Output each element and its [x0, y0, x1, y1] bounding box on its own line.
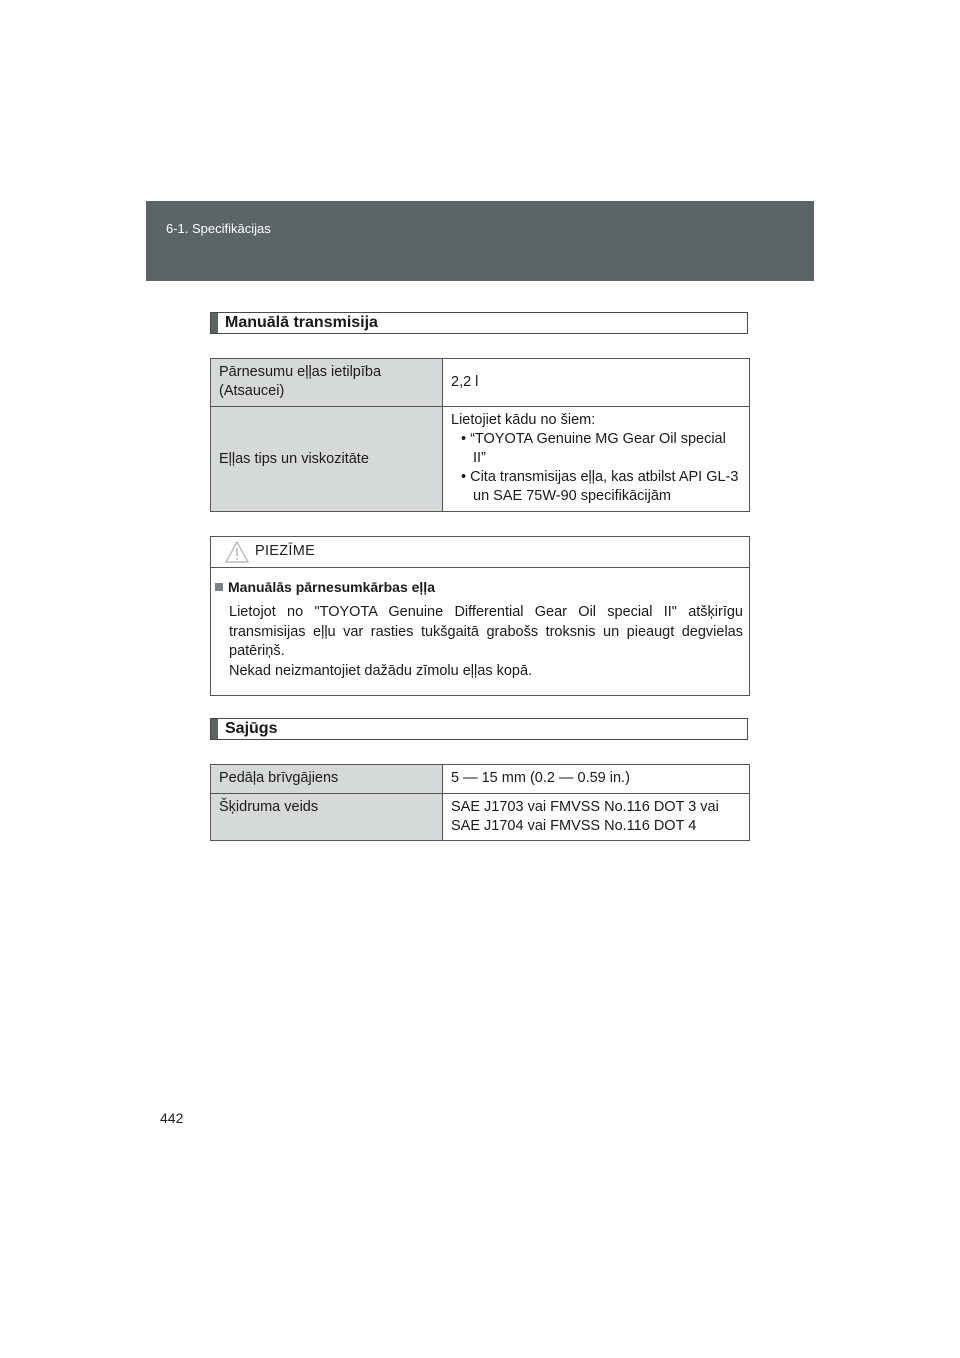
page-number: 442: [160, 1110, 184, 1126]
oil-option-2: • Cita transmisijas eļļa, kas atbilst API GL-3 un SAE 75W-90 specifikācijām: [461, 469, 739, 504]
oil-intro: Lietojiet kādu no šiem:: [451, 412, 596, 428]
note-subheading: [215, 579, 435, 595]
table-cell-value: [443, 359, 750, 407]
note-paragraph-1: Lietojot no "TOYOTA Genuine Differential Gear Oil special II" atšķirīgu transmisijas eļļu var rasties tukšgaitā grabošs troksnis un pieaugt degvielas patēriņš.: [229, 604, 743, 659]
note-body: [229, 603, 743, 681]
table-cell-value: [443, 794, 750, 841]
table-row: [211, 794, 750, 841]
chapter-header-band: [146, 201, 814, 281]
section-title-clutch: [210, 718, 748, 740]
table-cell-label: Pārnesumu eļļas ietilpība (Atsaucei): [211, 359, 443, 407]
warning-triangle-icon: [225, 541, 249, 568]
oil-option-1: • “TOYOTA Genuine MG Gear Oil special II”: [461, 431, 726, 466]
section-title-text: Manuālā transmisija: [225, 314, 378, 331]
capacity-value: 2,2 l: [451, 374, 479, 390]
section-title-manual-transmission: [210, 312, 748, 334]
manual-transmission-table: [210, 358, 750, 512]
table-cell-value: [443, 407, 750, 512]
breadcrumb: 6-1. Specifikācijas: [166, 221, 271, 236]
table-row: [211, 765, 750, 794]
section-accent: [211, 719, 218, 739]
table-row: [211, 407, 750, 512]
fluid-type-line-2: SAE J1704 vai FMVSS No.116 DOT 4: [451, 818, 697, 834]
table-cell-label: Šķidruma veids: [211, 794, 443, 841]
table-cell-label: Pedāļa brīvgājiens: [211, 765, 443, 794]
table-cell-label: Eļļas tips un viskozitāte: [211, 407, 443, 512]
note-header: [211, 537, 749, 568]
note-heading: PIEZĪME: [255, 543, 316, 559]
note-box: [210, 536, 750, 696]
square-bullet-icon: [215, 583, 223, 591]
section-accent: [211, 313, 218, 333]
table-row: [211, 359, 750, 407]
note-paragraph-2: Nekad neizmantojiet dažādu zīmolu eļļas kopā.: [229, 662, 533, 679]
fluid-type-line-1: SAE J1703 vai FMVSS No.116 DOT 3 vai: [451, 799, 719, 815]
note-subheading-text: Manuālās pārnesumkārbas eļļa: [228, 579, 435, 595]
section-title-text: Sajūgs: [225, 720, 278, 737]
table-cell-value: 5 — 15 mm (0.2 — 0.59 in.): [443, 765, 750, 794]
clutch-table: [210, 764, 750, 841]
